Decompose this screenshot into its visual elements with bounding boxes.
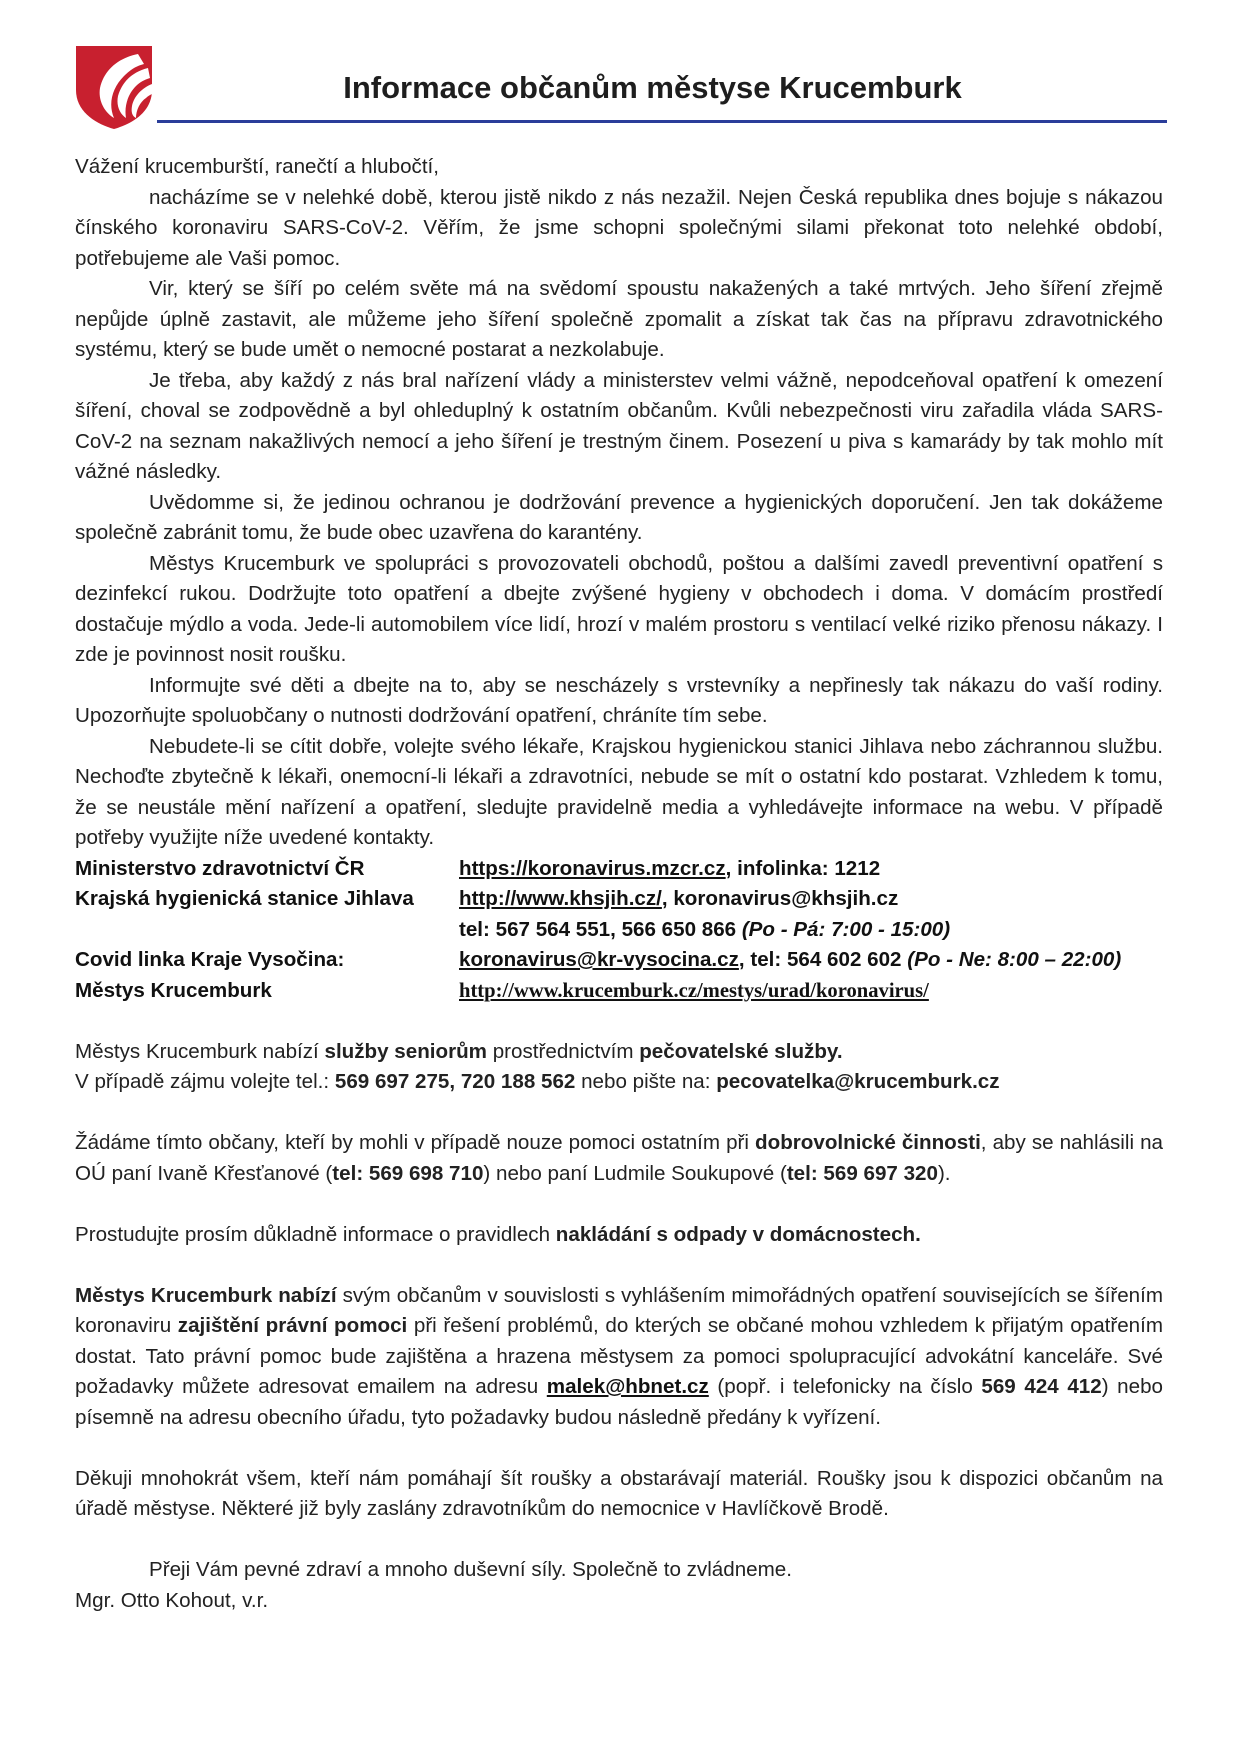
covid-line-email-link[interactable]: koronavirus@kr-vysocina.cz bbox=[459, 948, 739, 971]
municipal-coat-of-arms-logo bbox=[74, 44, 154, 130]
ministry-link[interactable]: https://koronavirus.mzcr.cz bbox=[459, 856, 726, 880]
contact-value: koronavirus@kr-vysocina.cz, tel: 564 602 602 (Po - Ne: 8:00 – 22:00) bbox=[459, 948, 1122, 971]
seniors-line-2: V případě zájmu volejte tel.: 569 697 275, 720 188 562 nebo pište na: pecovatelka@krucemburk.cz bbox=[75, 1070, 1000, 1093]
paragraph: Nebudete-li se cítit dobře, volejte svého lékaře, Krajskou hygienickou stanici Jihlava nebo záchrannou službu. Nechoďte zbytečně k lékaři, onemocní-li lékaři a zdravotníci, nebude se mít o ostatní kdo postarat. Vzhledem k tomu, že se neustále mění nařízení a opatření, sledujte pravidelně media a vyhledávejte informace na webu. V případě potřeby využijte níže uvedené kontakty. bbox=[75, 734, 1163, 849]
paragraph: Uvědomme si, že jedinou ochranou je dodržování prevence a hygienických doporučení. Jen tak dokážeme společně zabránit tomu, že bude obec uzavřena do karantény. bbox=[75, 490, 1163, 544]
legal-email-link[interactable]: malek@hbnet.cz bbox=[546, 1375, 709, 1398]
municipality-link[interactable]: http://www.krucemburk.cz/mestys/urad/koronavirus/ bbox=[459, 979, 929, 1002]
greeting: Vážení krucemburští, ranečtí a hlubočtí, bbox=[75, 155, 440, 178]
page-title: Informace občanům městyse Krucemburk bbox=[343, 70, 962, 105]
paragraph: Je třeba, aby každý z nás bral nařízení vlády a ministerstev velmi vážně, nepodceňoval opatření k omezení šíření, choval se zodpovědně a byl ohleduplný k ostatním občanům. Kvůli nebezpečnosti viru zařadila vláda SARS-CoV-2 na seznam nakažlivých nemocí a jeho šíření je trestným činem. Posezení u piva s kamarády by tak mohlo mít vážné následky. bbox=[75, 368, 1163, 483]
contact-label: Krajská hygienická stanice Jihlava bbox=[75, 887, 414, 910]
contact-value bbox=[459, 976, 1163, 1007]
contact-label bbox=[75, 915, 459, 946]
signature: Mgr. Otto Kohout, v.r. bbox=[75, 1588, 269, 1612]
volunteers-paragraph: Žádáme tímto občany, kteří by mohli v případě nouze pomoci ostatním při dobrovolnické činnosti, aby se nahlásili na OÚ paní Ivaně Křesťanové (tel: 569 698 710) nebo paní Ludmile Soukupové (tel: 569 697 320). bbox=[75, 1131, 1163, 1185]
paragraph: Městys Krucemburk ve spolupráci s provozovateli obchodů, poštou a dalšími zavedl preventivní opatření s dezinfekcí rukou. Dodržujte toto opatření a dbejte zvýšené hygieny v obchodech i doma. V domácím prostředí dostačuje mýdlo a voda. Jede-li automobilem více lidí, hrozí v malém prostoru s ventilací velké riziko přenosu nákazy. I zde je povinnost nosit roušku. bbox=[75, 551, 1163, 666]
paragraph: nacházíme se v nelehké době, kterou jistě nikdo z nás nezažil. Nejen Česká republika dnes bojuje s nákazou čínského koronaviru SARS-CoV-2. Věřím, že jsme schopni společnými silami překonat toto nelehké období, potřebujeme ale Vaši pomoc. bbox=[75, 185, 1163, 270]
contact-value: https://koronavirus.mzcr.cz, infolinka: 1212 bbox=[459, 856, 881, 880]
letter-body bbox=[75, 152, 1163, 1616]
thanks-paragraph: Děkuji mnohokrát všem, kteří nám pomáhají šít roušky a obstarávají materiál. Roušky jsou k dispozici občanům na úřadě městyse. Některé již byly zaslány zdravotníkům do nemocnice v Havlíčkově Brodě. bbox=[75, 1466, 1163, 1520]
waste-paragraph: Prostudujte prosím důkladně informace o pravidlech nakládání s odpady v domácnostech. bbox=[75, 1222, 921, 1246]
seniors-line-1: Městys Krucemburk nabízí služby seniorům prostřednictvím pečovatelské služby. bbox=[75, 1039, 843, 1063]
contact-label: Covid linka Kraje Vysočina: bbox=[75, 948, 345, 971]
contact-label: Městys Krucemburk bbox=[75, 978, 272, 1002]
seniors-email: pecovatelka@krucemburk.cz bbox=[716, 1070, 1000, 1093]
title-underline bbox=[157, 120, 1167, 123]
legal-aid-paragraph: Městys Krucemburk nabízí svým občanům v souvislosti s vyhlášením mimořádných opatření souvisejících se šířením koronaviru zajištění právní pomoci při řešení problémů, do kterých se občané mohou vzhledem k přijatým opatřením dostat. Tato právní pomoc bude zajištěna a hrazena městysem za pomoci spolupracující advokátní kanceláře. Své požadavky můžete adresovat emailem na adresu malek@hbnet.cz (popř. i telefonicky na číslo 569 424 412) nebo písemně na adresu obecního úřadu, tyto požadavky budou následně předány k vyřízení. bbox=[75, 1283, 1164, 1429]
contact-value: tel: 567 564 551, 566 650 866 (Po - Pá: 7:00 - 15:00) bbox=[459, 917, 951, 941]
khs-link[interactable]: http://www.khsjih.cz/ bbox=[459, 887, 662, 910]
contacts-list bbox=[75, 854, 1163, 1007]
contact-value: http://www.khsjih.cz/, koronavirus@khsjih.cz bbox=[459, 887, 899, 910]
closing-line: Přeji Vám pevné zdraví a mnoho duševní síly. Společně to zvládneme. bbox=[149, 1558, 792, 1581]
contact-label: Ministerstvo zdravotnictví ČR bbox=[75, 856, 365, 880]
paragraph: Vir, který se šíří po celém světe má na svědomí spoustu nakažených a také mrtvých. Jeho šíření zřejmě nepůjde úplně zastavit, ale můžeme jeho šíření společně zpomalit a získat tak čas na přípravu zdravotnického systému, který se bude umět o nemocné postarat a nezkolabuje. bbox=[75, 277, 1163, 361]
paragraph: Informujte své děti a dbejte na to, aby se nescházely s vrstevníky a nepřinesly tak nákazu do vaší rodiny. Upozorňujte spoluobčany o nutnosti dodržování opatření, chráníte tím sebe. bbox=[75, 673, 1163, 727]
